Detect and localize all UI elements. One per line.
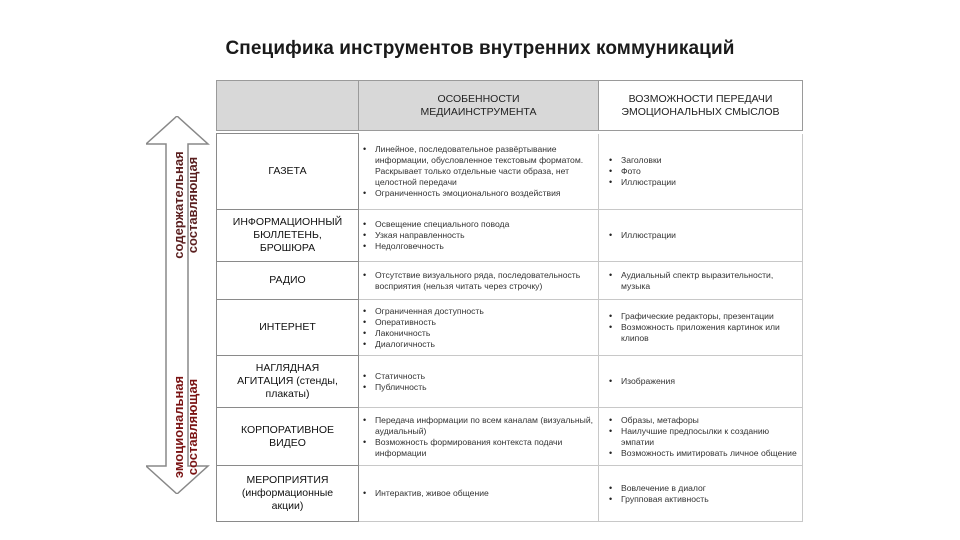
emotions-list [599,155,802,188]
features-list [359,270,598,292]
header-features-line2: МЕДИАИНСТРУМЕНТА [420,105,537,118]
feature-item: • Ограниченность эмоционального воздействия [363,188,594,199]
header-emotions-cell [599,81,803,131]
tool-name-cell [217,408,359,466]
comparison-table [216,80,803,522]
feature-item: • Лаконичность [363,328,594,339]
header-row [217,81,803,131]
table-row [217,300,803,356]
emotions-cell [599,466,803,522]
feature-item: • Статичность [363,371,594,382]
table-row [217,356,803,408]
features-cell [359,134,599,210]
tool-name-line: НАГЛЯДНАЯ [255,362,320,374]
emotions-list [599,483,802,505]
emotional-component-line1: эмоциональная [171,375,186,479]
emotions-cell [599,210,803,262]
tool-name-line: ВИДЕО [269,436,306,449]
feature-item: • Отсутствие визуального ряда, последовательность восприятия (нельзя читать через строчку) [363,270,594,292]
emotion-item: • Возможность приложения картинок или клипов [609,322,798,344]
feature-item: • Ограниченная доступность [363,306,594,317]
emotions-cell [599,300,803,356]
content-component-line1: содержательная [171,151,186,259]
table-row [217,210,803,262]
header-emotions-line2: ЭМОЦИОНАЛЬНЫХ СМЫСЛОВ [621,105,780,118]
features-list [359,371,598,393]
tool-name-cell [217,210,359,262]
tool-name-line: плакаты) [265,388,310,400]
header-features-line1: ОСОБЕННОСТИ [437,92,520,105]
emotional-component-line2: составляющая [185,378,200,476]
feature-item: • Освещение специального повода [363,219,594,230]
feature-item: • Недолговечность [363,241,594,252]
tool-name-line: БРОШЮРА [259,242,316,254]
tool-name-line: КОРПОРАТИВНОЕ [240,423,335,436]
page-title: Специфика инструментов внутренних коммуникаций [225,38,735,59]
emotion-item: • Возможность имитировать личное общение [609,448,798,459]
emotion-item: • Изображения [609,376,798,387]
features-list [359,219,598,252]
tool-name-cell [217,134,359,210]
emotions-list [599,376,802,387]
tool-name-cell [217,300,359,356]
emotion-item: • Групповая активность [609,494,798,505]
tool-name-line: ГАЗЕТА [268,165,307,177]
content-component-label [172,135,202,275]
content-component-line2: составляющая [185,156,200,254]
header-emotions-line1: ВОЗМОЖНОСТИ ПЕРЕДАЧИ [628,92,773,105]
features-list [359,488,598,499]
feature-item: • Линейное, последовательное развёртывание информации, обусловленное текстовым форматом. Раскрывает только отдельные части образа, нет целостной передачи [363,144,594,188]
features-cell [359,356,599,408]
features-cell [359,262,599,300]
feature-item: • Передача информации по всем каналам (визуальный, аудиальный) [363,415,594,437]
emotions-list [599,270,802,292]
table-row [217,408,803,466]
tool-name-cell [217,262,359,300]
emotions-cell [599,408,803,466]
emotions-cell [599,356,803,408]
emotion-item: • Аудиальный спектр выразительности, музыка [609,270,798,292]
emotions-list [599,311,802,344]
emotions-list [599,415,802,459]
table-row [217,466,803,522]
features-list [359,144,598,199]
emotion-item: • Наилучшие предпосылки к созданию эмпатии [609,426,798,448]
emotion-item: • Иллюстрации [609,177,798,188]
emotion-item: • Графические редакторы, презентации [609,311,798,322]
tool-name-line: РАДИО [269,274,306,286]
table-row [217,262,803,300]
emotion-item: • Вовлечение в диалог [609,483,798,494]
feature-item: • Публичность [363,382,594,393]
tool-name-line: ИНФОРМАЦИОННЫЙ [232,216,343,228]
features-cell [359,210,599,262]
emotions-list [599,230,802,241]
table-row [217,134,803,210]
emotion-item: • Иллюстрации [609,230,798,241]
tool-name-cell [217,356,359,408]
tool-name-line: акции) [271,500,304,512]
feature-item: • Узкая направленность [363,230,594,241]
feature-item: • Возможность формирования контекста подачи информации [363,437,594,459]
header-blank-cell [217,81,359,131]
features-list [359,306,598,350]
emotions-cell [599,134,803,210]
features-cell [359,466,599,522]
features-cell [359,408,599,466]
emotion-item: • Заголовки [609,155,798,166]
emotions-cell [599,262,803,300]
tool-name-cell [217,466,359,522]
header-features-cell [359,81,599,131]
tool-name-line: (информационные [241,487,334,499]
feature-item: • Оперативность [363,317,594,328]
features-list [359,415,598,459]
table-body [217,134,803,522]
features-cell [359,300,599,356]
tool-name-line: МЕРОПРИЯТИЯ [246,474,329,486]
emotion-item: • Образы, метафоры [609,415,798,426]
tool-name-line: ИНТЕРНЕТ [259,321,316,333]
tool-name-line: АГИТАЦИЯ (стенды, [237,375,338,387]
emotion-item: • Фото [609,166,798,177]
feature-item: • Диалогичность [363,339,594,350]
tool-name-line: БЮЛЛЕТЕНЬ, [253,229,322,241]
feature-item: • Интерактив, живое общение [363,488,594,499]
emotional-component-label [172,362,202,492]
